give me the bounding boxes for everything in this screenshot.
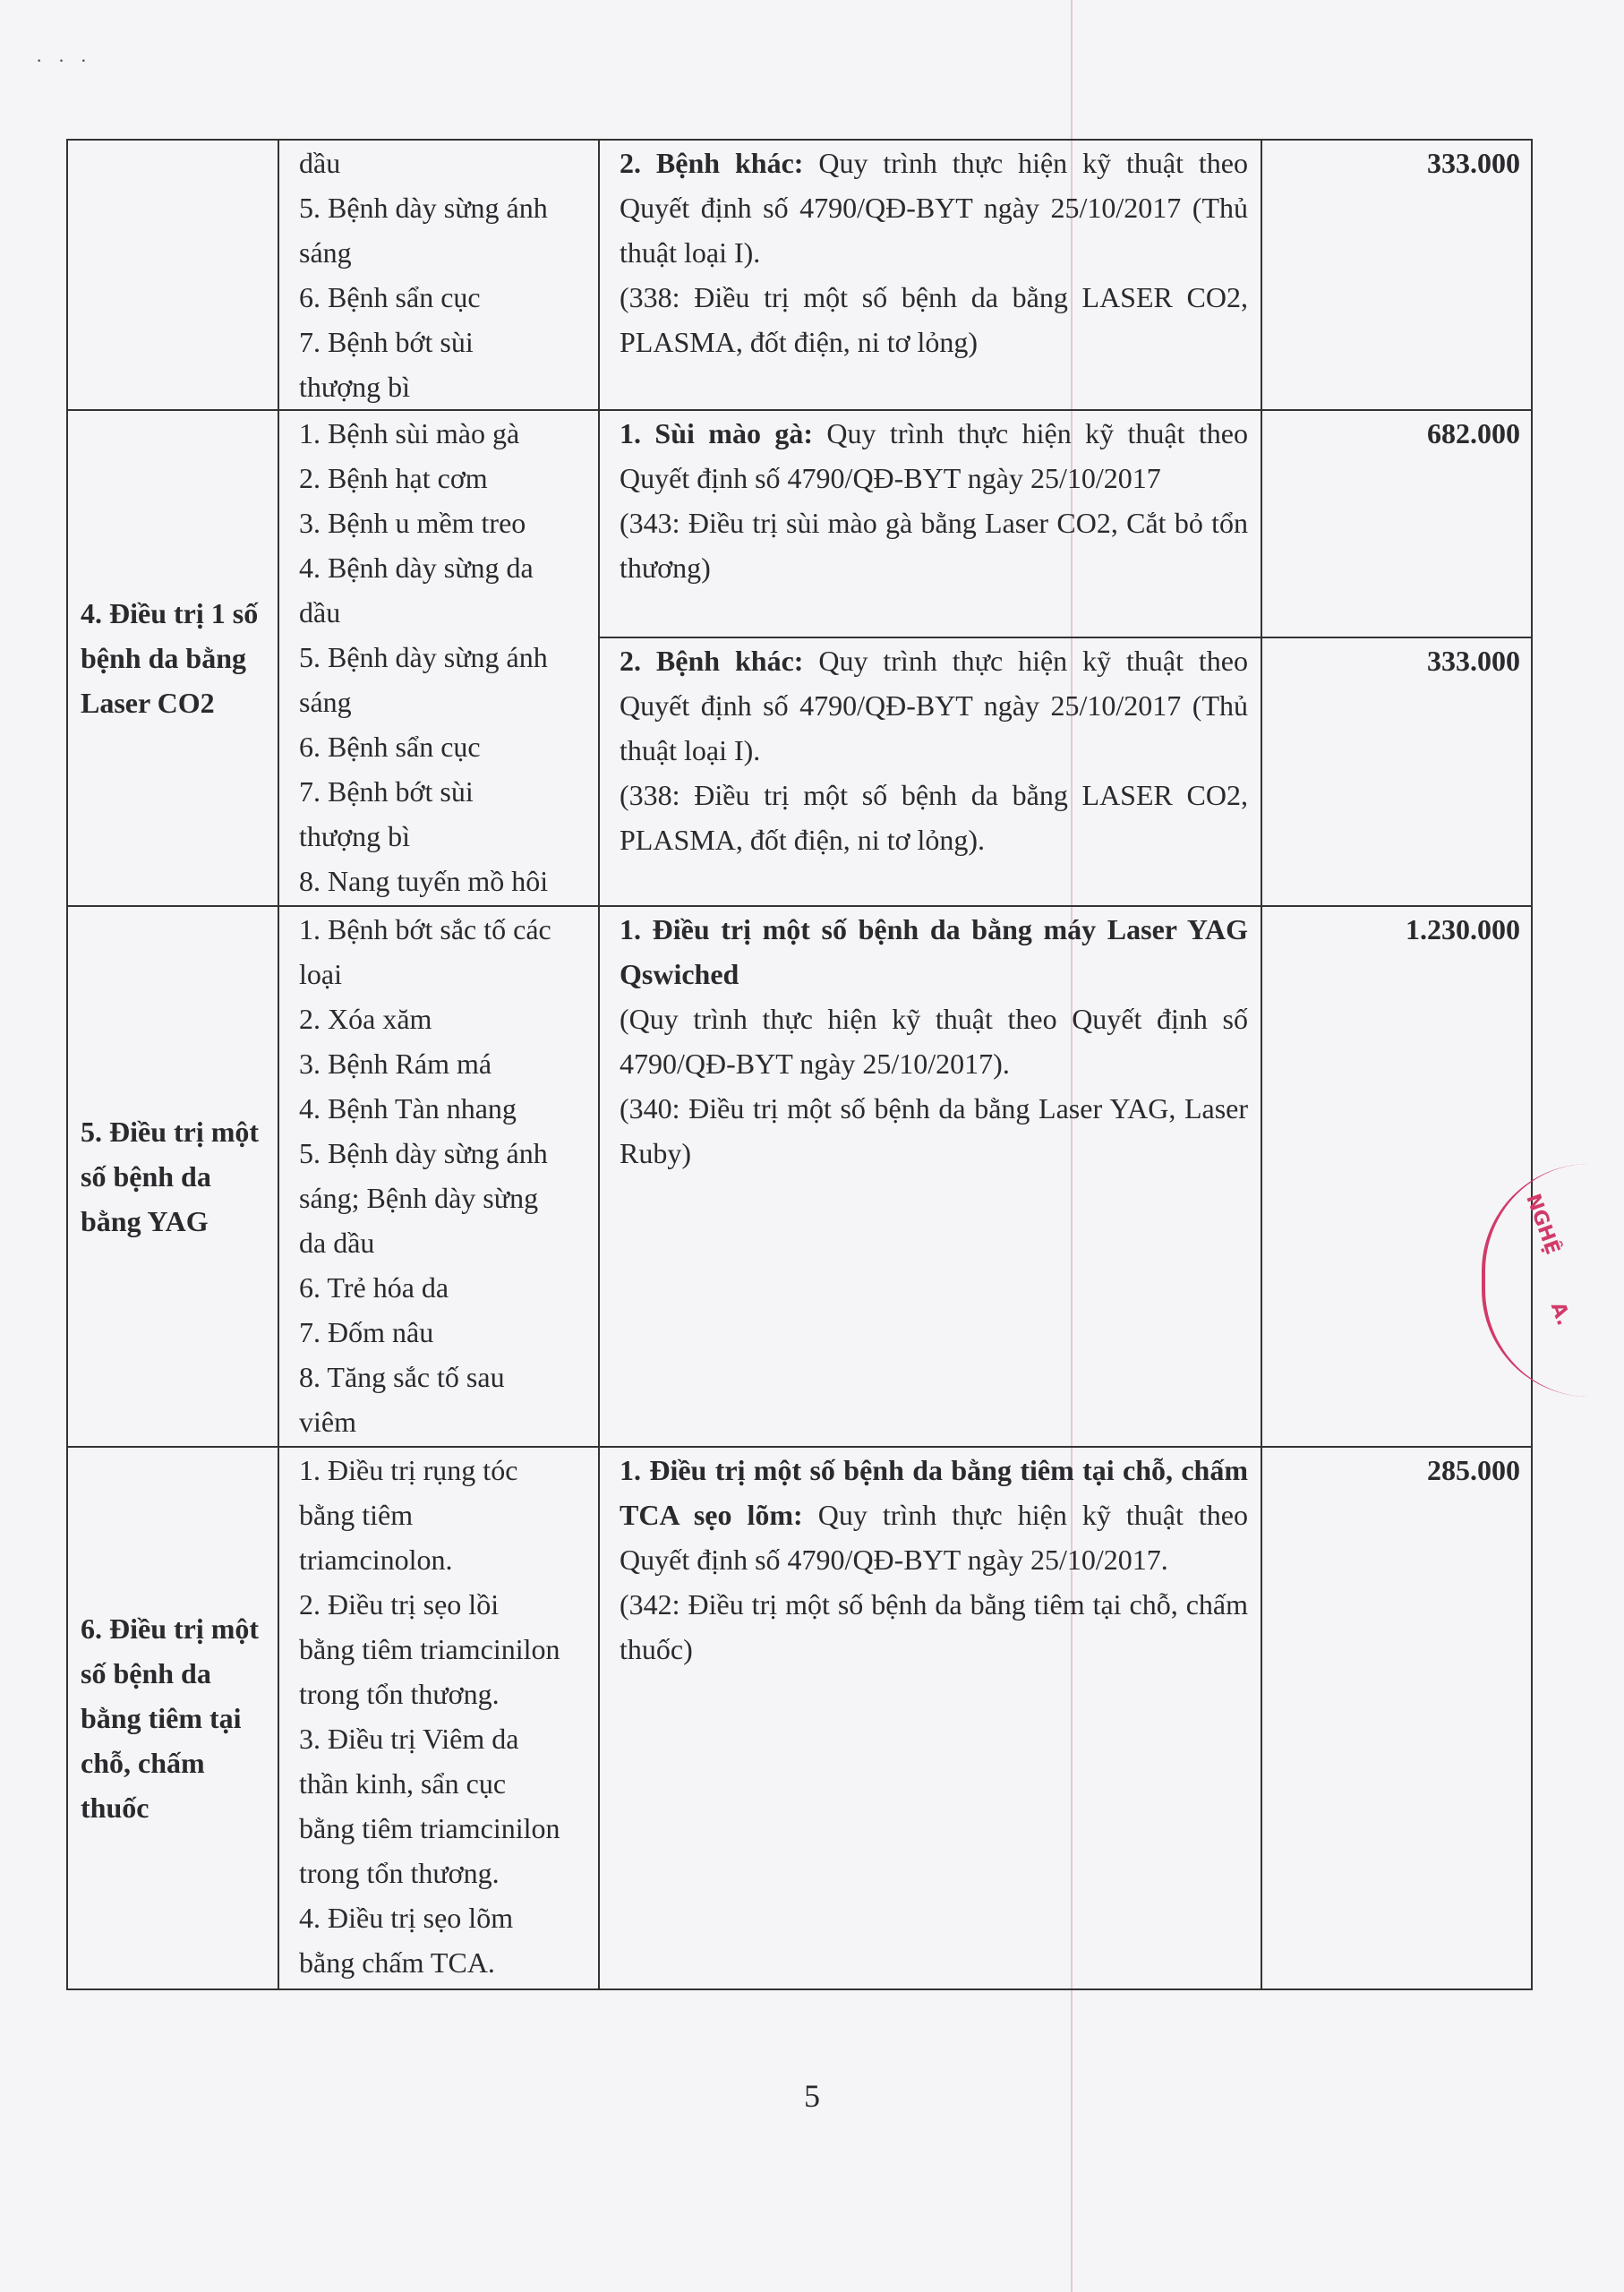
disease-line: sáng; Bệnh dày sừng (299, 1182, 539, 1214)
disease-line: thượng bì (299, 820, 411, 852)
procedure-title: 2. Bệnh khác: (620, 645, 804, 677)
procedure-cell (599, 1447, 1261, 1989)
disease-line: 7. Đốm nâu (299, 1316, 434, 1348)
disease-line: dầu (299, 596, 341, 629)
disease-line: 3. Bệnh Rám má (299, 1048, 492, 1080)
disease-line: 8. Nang tuyến mồ hôi (299, 865, 549, 897)
disease-line: 3. Bệnh u mềm treo (299, 507, 526, 539)
table-row (67, 906, 1532, 1447)
disease-line: viêm (299, 1406, 356, 1438)
price-cell: 1.230.000 (1261, 906, 1532, 1447)
disease-line: 6. Bệnh sẩn cục (299, 281, 481, 313)
procedure-text: Quy trình thực hiện kỹ thuật theo Quyết định số 4790/QĐ-BYT ngày 25/10/2017 (Thủ thuật loại I). (620, 645, 1249, 766)
procedure-cell (599, 637, 1261, 906)
price-cell: 682.000 (1261, 410, 1532, 637)
disease-line: 2. Điều trị sẹo lồi (299, 1588, 500, 1621)
disease-line: trong tổn thương. (299, 1678, 500, 1710)
category-cell: 5. Điều trị một số bệnh da bằng YAG (67, 906, 278, 1447)
procedure-title: 1. Sùi mào gà: (620, 417, 814, 449)
price-cell: 285.000 (1261, 1447, 1532, 1989)
disease-line: 7. Bệnh bớt sùi (299, 775, 474, 808)
disease-line: 4. Điều trị sẹo lõm (299, 1902, 514, 1934)
procedure-note: (342: Điều trị một số bệnh da bằng tiêm tại chỗ, chấm thuốc) (620, 1588, 1248, 1665)
fee-table (66, 139, 1533, 1990)
disease-line: thượng bì (299, 371, 411, 403)
disease-line: bằng tiêm triamcinilon (299, 1812, 560, 1844)
disease-line: 7. Bệnh bớt sùi (299, 326, 474, 358)
disease-line: 1. Bệnh bớt sắc tố các (299, 913, 551, 945)
price-cell: 333.000 (1261, 140, 1532, 410)
procedure-note: (340: Điều trị một số bệnh da bằng Laser YAG, Laser Ruby) (620, 1092, 1248, 1169)
procedure-note: (338: Điều trị một số bệnh da bằng LASER CO2, PLASMA, đốt điện, ni tơ lỏng). (620, 779, 1248, 856)
disease-line: 4. Bệnh dày sừng da (299, 552, 534, 584)
disease-line: 1. Bệnh sùi mào gà (299, 417, 520, 449)
procedure-text: Quy trình thực hiện kỹ thuật theo Quyết định số 4790/QĐ-BYT ngày 25/10/2017 (Thủ thuật loại I). (620, 147, 1249, 269)
procedure-cell (599, 410, 1261, 637)
category-cell: 6. Điều trị một số bệnh da bằng tiêm tại chỗ, chấm thuốc (67, 1447, 278, 1989)
disease-line: 1. Điều trị rụng tóc (299, 1454, 518, 1486)
disease-line: 3. Điều trị Viêm da (299, 1723, 519, 1755)
disease-line: sáng (299, 686, 352, 718)
disease-line: triamcinolon. (299, 1544, 453, 1576)
disease-line: trong tổn thương. (299, 1857, 500, 1889)
disease-line: 8. Tăng sắc tố sau (299, 1361, 505, 1393)
procedure-cell (599, 906, 1261, 1447)
procedure-text: (Quy trình thực hiện kỹ thuật theo Quyết định số 4790/QĐ-BYT ngày 25/10/2017). (620, 1003, 1248, 1080)
diseases-cell (278, 1447, 599, 1989)
stamp-text: NGHỆ (1521, 1191, 1564, 1258)
disease-line: 5. Bệnh dày sừng ánh (299, 641, 548, 673)
procedure-note: (338: Điều trị một số bệnh da bằng LASER CO2, PLASMA, đốt điện, ni tơ lỏng) (620, 281, 1248, 358)
procedure-text: Quy trình thực hiện kỹ thuật theo Quyết định số 4790/QĐ-BYT ngày 25/10/2017 (620, 417, 1249, 494)
disease-line: loại (299, 958, 342, 990)
stamp-text: A. (1545, 1299, 1576, 1329)
disease-line: 2. Xóa xăm (299, 1003, 432, 1035)
procedure-cell (599, 140, 1261, 410)
scan-speck: · · · (36, 49, 92, 72)
disease-line: 2. Bệnh hạt cơm (299, 462, 488, 494)
procedure-title: 1. Điều trị một số bệnh da bằng tiêm tại chỗ, chấm TCA sẹo lõm: (620, 1454, 1248, 1531)
category-cell (67, 140, 278, 410)
category-cell: 4. Điều trị 1 số bệnh da bằng Laser CO2 (67, 410, 278, 906)
price-cell: 333.000 (1261, 637, 1532, 906)
disease-line: sáng (299, 236, 352, 269)
table-row (67, 1447, 1532, 1989)
table-row (67, 410, 1532, 637)
disease-line: 5. Bệnh dày sừng ánh (299, 1137, 548, 1169)
disease-line: bằng chấm TCA. (299, 1946, 495, 1979)
procedure-note: (343: Điều trị sùi mào gà bằng Laser CO2, Cắt bỏ tổn thương) (620, 507, 1248, 584)
diseases-cell (278, 906, 599, 1447)
procedure-title: 2. Bệnh khác: (620, 147, 804, 179)
page-number: 5 (804, 2078, 820, 2114)
disease-line: 6. Trẻ hóa da (299, 1271, 449, 1304)
disease-line: 6. Bệnh sẩn cục (299, 731, 481, 763)
procedure-text: Quy trình thực hiện kỹ thuật theo Quyết định số 4790/QĐ-BYT ngày 25/10/2017. (620, 1499, 1249, 1576)
disease-line: thần kinh, sẩn cục (299, 1767, 507, 1800)
disease-line: bằng tiêm (299, 1499, 414, 1531)
diseases-cell (278, 140, 599, 410)
disease-line: 5. Bệnh dày sừng ánh (299, 192, 548, 224)
table-row (67, 140, 1532, 410)
disease-line: bằng tiêm triamcinilon (299, 1633, 560, 1665)
disease-line: dầu (299, 147, 341, 179)
diseases-cell (278, 410, 599, 906)
procedure-title: 1. Điều trị một số bệnh da bằng máy Laser YAG Qswiched (620, 913, 1248, 990)
disease-line: 4. Bệnh Tàn nhang (299, 1092, 517, 1125)
disease-line: da dầu (299, 1227, 375, 1259)
